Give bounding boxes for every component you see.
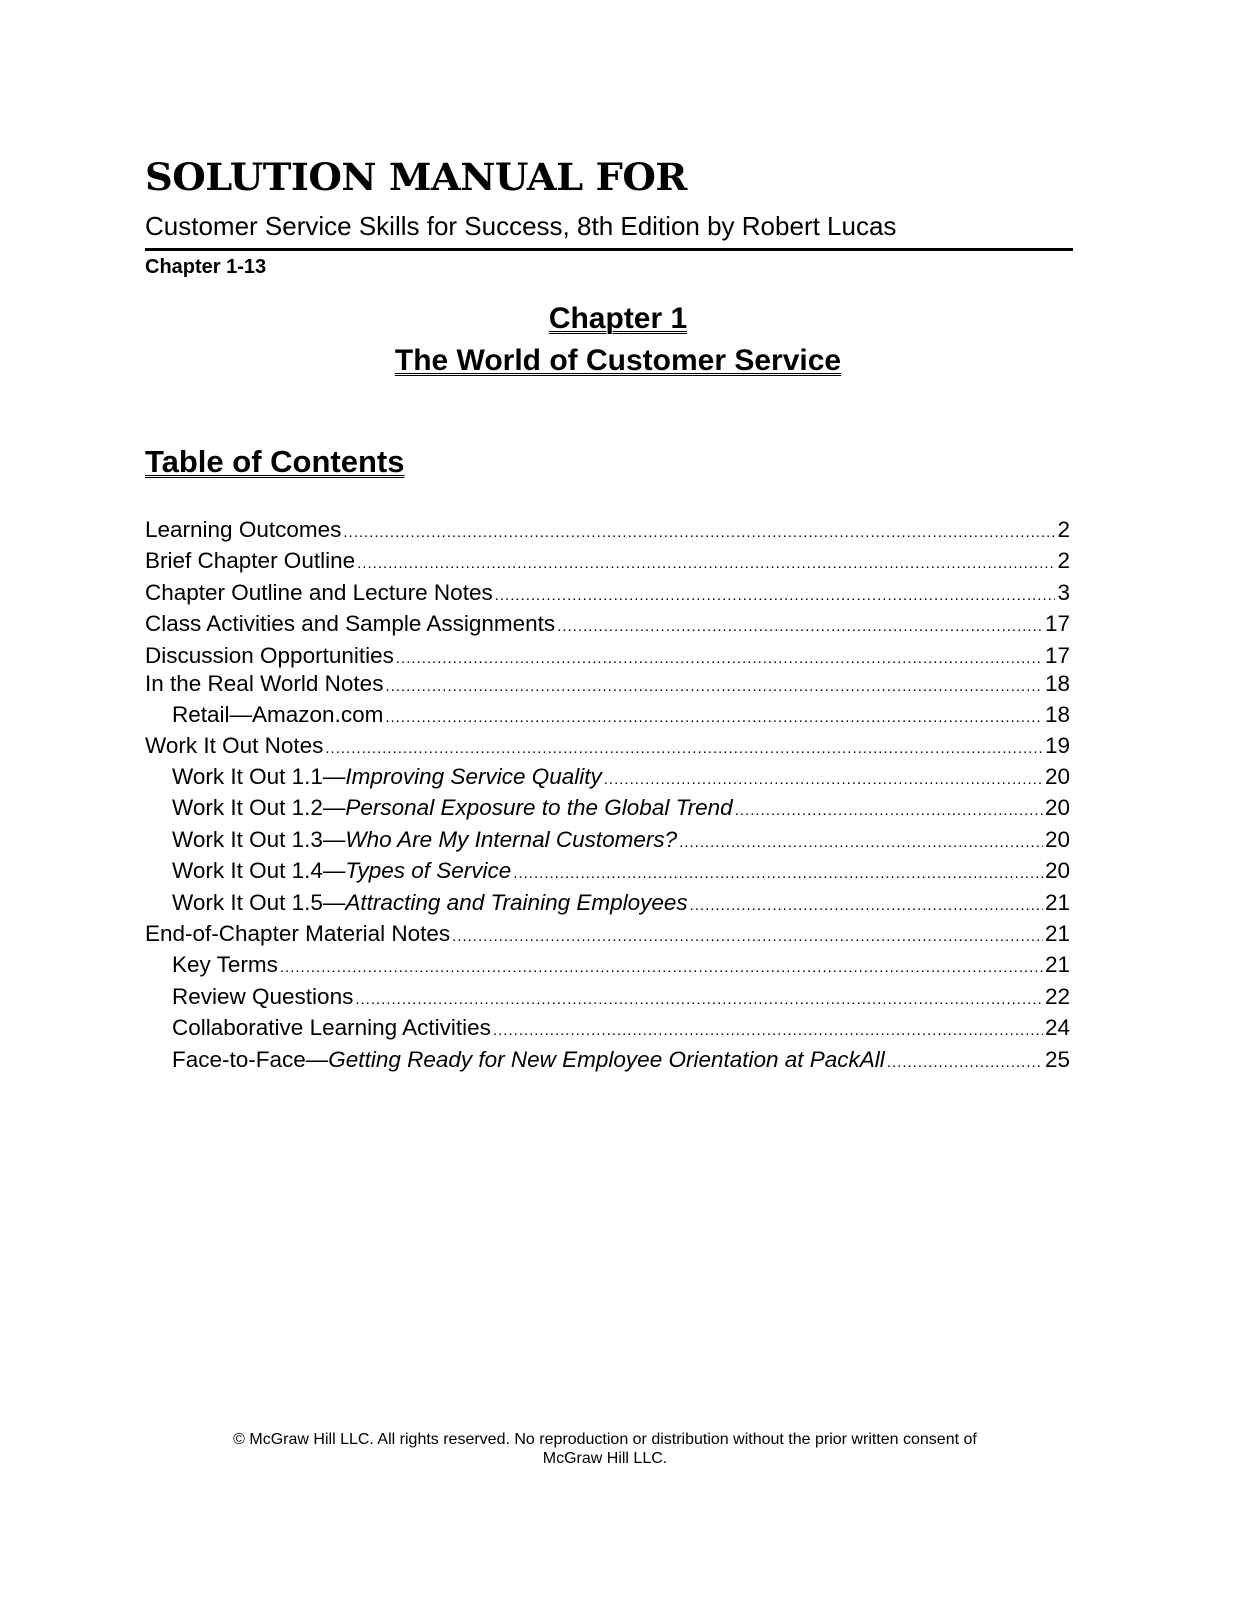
toc-dot-leader bbox=[355, 985, 1043, 1015]
toc-subentry[interactable] bbox=[172, 888, 1070, 918]
toc-dot-leader bbox=[343, 518, 1055, 548]
toc-dot-leader bbox=[887, 1048, 1043, 1078]
chapter-name-heading bbox=[0, 342, 1236, 380]
toc-entry-title: Work It Out 1.3—Who Are My Internal Customers? bbox=[172, 827, 678, 852]
toc-page-number: 20 bbox=[1044, 764, 1070, 789]
toc-dot-leader bbox=[493, 1016, 1043, 1046]
toc-entry-title: Work It Out 1.4—Types of Service bbox=[172, 858, 512, 883]
toc-entry[interactable] bbox=[145, 515, 1070, 545]
chapter-name-label: The World of Customer Service bbox=[394, 344, 842, 377]
toc-dot-leader bbox=[604, 765, 1043, 795]
toc-subentry[interactable] bbox=[172, 950, 1070, 980]
toc-heading: Table of Contents bbox=[145, 444, 405, 479]
toc-page-number: 2 bbox=[1057, 548, 1070, 573]
toc-page-number: 3 bbox=[1057, 580, 1070, 605]
toc-entry-title: Work It Out 1.2—Personal Exposure to the Global Trend bbox=[172, 795, 733, 820]
toc-entry-title: Discussion Opportunities bbox=[145, 643, 394, 668]
toc-entry-title: Retail—Amazon.com bbox=[172, 702, 384, 727]
toc-entry-title: Face-to-Face—Getting Ready for New Employee Orientation at PackAll bbox=[172, 1047, 885, 1072]
toc-dot-leader bbox=[280, 953, 1043, 983]
copyright-line-2: McGraw Hill LLC. bbox=[542, 1450, 668, 1467]
toc-page-number: 17 bbox=[1044, 643, 1070, 668]
toc-subentry[interactable] bbox=[172, 856, 1070, 886]
toc-page-number: 20 bbox=[1044, 827, 1070, 852]
toc-entry-title: End-of-Chapter Material Notes bbox=[145, 921, 451, 946]
toc-entry-title: Learning Outcomes bbox=[145, 517, 342, 542]
toc-page-number: 21 bbox=[1044, 921, 1070, 946]
toc-entry-title: Chapter Outline and Lecture Notes bbox=[145, 580, 493, 605]
toc-page-number: 21 bbox=[1044, 890, 1070, 915]
toc-subentry[interactable] bbox=[172, 982, 1070, 1012]
toc-dot-leader bbox=[513, 859, 1043, 889]
toc-entry[interactable] bbox=[145, 731, 1070, 761]
toc-entry-title: In the Real World Notes bbox=[145, 671, 384, 696]
toc-dot-leader bbox=[495, 581, 1056, 611]
toc-subentry[interactable] bbox=[172, 793, 1070, 823]
copyright-line-1: © McGraw Hill LLC. All rights reserved. No reproduction or distribution without the prior written consent of bbox=[233, 1431, 977, 1448]
toc-dot-leader bbox=[385, 703, 1043, 733]
toc-subentry[interactable] bbox=[172, 762, 1070, 792]
toc-entry-title: Work It Out 1.1—Improving Service Quality bbox=[172, 764, 602, 789]
toc-page-number: 2 bbox=[1057, 517, 1070, 542]
toc-entry[interactable] bbox=[145, 641, 1070, 671]
toc-entry-title: Collaborative Learning Activities bbox=[172, 1015, 491, 1040]
toc-entry-title: Key Terms bbox=[172, 952, 278, 977]
toc-dot-leader bbox=[385, 672, 1043, 702]
toc-dot-leader bbox=[452, 922, 1043, 952]
toc-subentry[interactable] bbox=[172, 825, 1070, 855]
copyright-footer bbox=[0, 1430, 1210, 1468]
toc-dot-leader bbox=[690, 891, 1043, 921]
toc-entry[interactable] bbox=[145, 546, 1070, 576]
toc-dot-leader bbox=[557, 612, 1043, 642]
toc-subentry[interactable] bbox=[172, 1013, 1070, 1043]
toc-page-number: 21 bbox=[1044, 952, 1070, 977]
toc-dot-leader bbox=[325, 734, 1043, 764]
toc-dot-leader bbox=[679, 828, 1043, 858]
chapter-number-heading bbox=[0, 300, 1236, 338]
toc-dot-leader bbox=[735, 796, 1043, 826]
toc-entry[interactable] bbox=[145, 578, 1070, 608]
toc-entry[interactable] bbox=[145, 669, 1070, 699]
toc-entry[interactable] bbox=[145, 609, 1070, 639]
toc-page-number: 22 bbox=[1044, 984, 1070, 1009]
toc-page-number: 18 bbox=[1044, 702, 1070, 727]
chapter-range: Chapter 1-13 bbox=[145, 256, 267, 278]
toc-page-number: 18 bbox=[1044, 671, 1070, 696]
toc-page-number: 20 bbox=[1044, 795, 1070, 820]
toc-page-number: 19 bbox=[1044, 733, 1070, 758]
toc-entry-title: Review Questions bbox=[172, 984, 354, 1009]
toc-entry-title: Work It Out 1.5—Attracting and Training Employees bbox=[172, 890, 688, 915]
toc-page-number: 17 bbox=[1044, 611, 1070, 636]
toc-dot-leader bbox=[357, 549, 1055, 579]
toc-entry[interactable] bbox=[145, 919, 1070, 949]
toc-subentry[interactable] bbox=[172, 1045, 1070, 1075]
toc-entry-title: Brief Chapter Outline bbox=[145, 548, 356, 573]
toc-page-number: 20 bbox=[1044, 858, 1070, 883]
toc-subentry[interactable] bbox=[172, 700, 1070, 730]
toc-page-number: 24 bbox=[1044, 1015, 1070, 1040]
book-subtitle: Customer Service Skills for Success, 8th Edition by Robert Lucas bbox=[145, 211, 897, 241]
toc-page-number: 25 bbox=[1044, 1047, 1070, 1072]
toc-entry-title: Class Activities and Sample Assignments bbox=[145, 611, 556, 636]
chapter-number-label: Chapter 1 bbox=[548, 302, 688, 335]
toc-entry-title: Work It Out Notes bbox=[145, 733, 324, 758]
manual-title: SOLUTION MANUAL FOR bbox=[145, 155, 687, 199]
header-divider bbox=[145, 248, 1073, 251]
